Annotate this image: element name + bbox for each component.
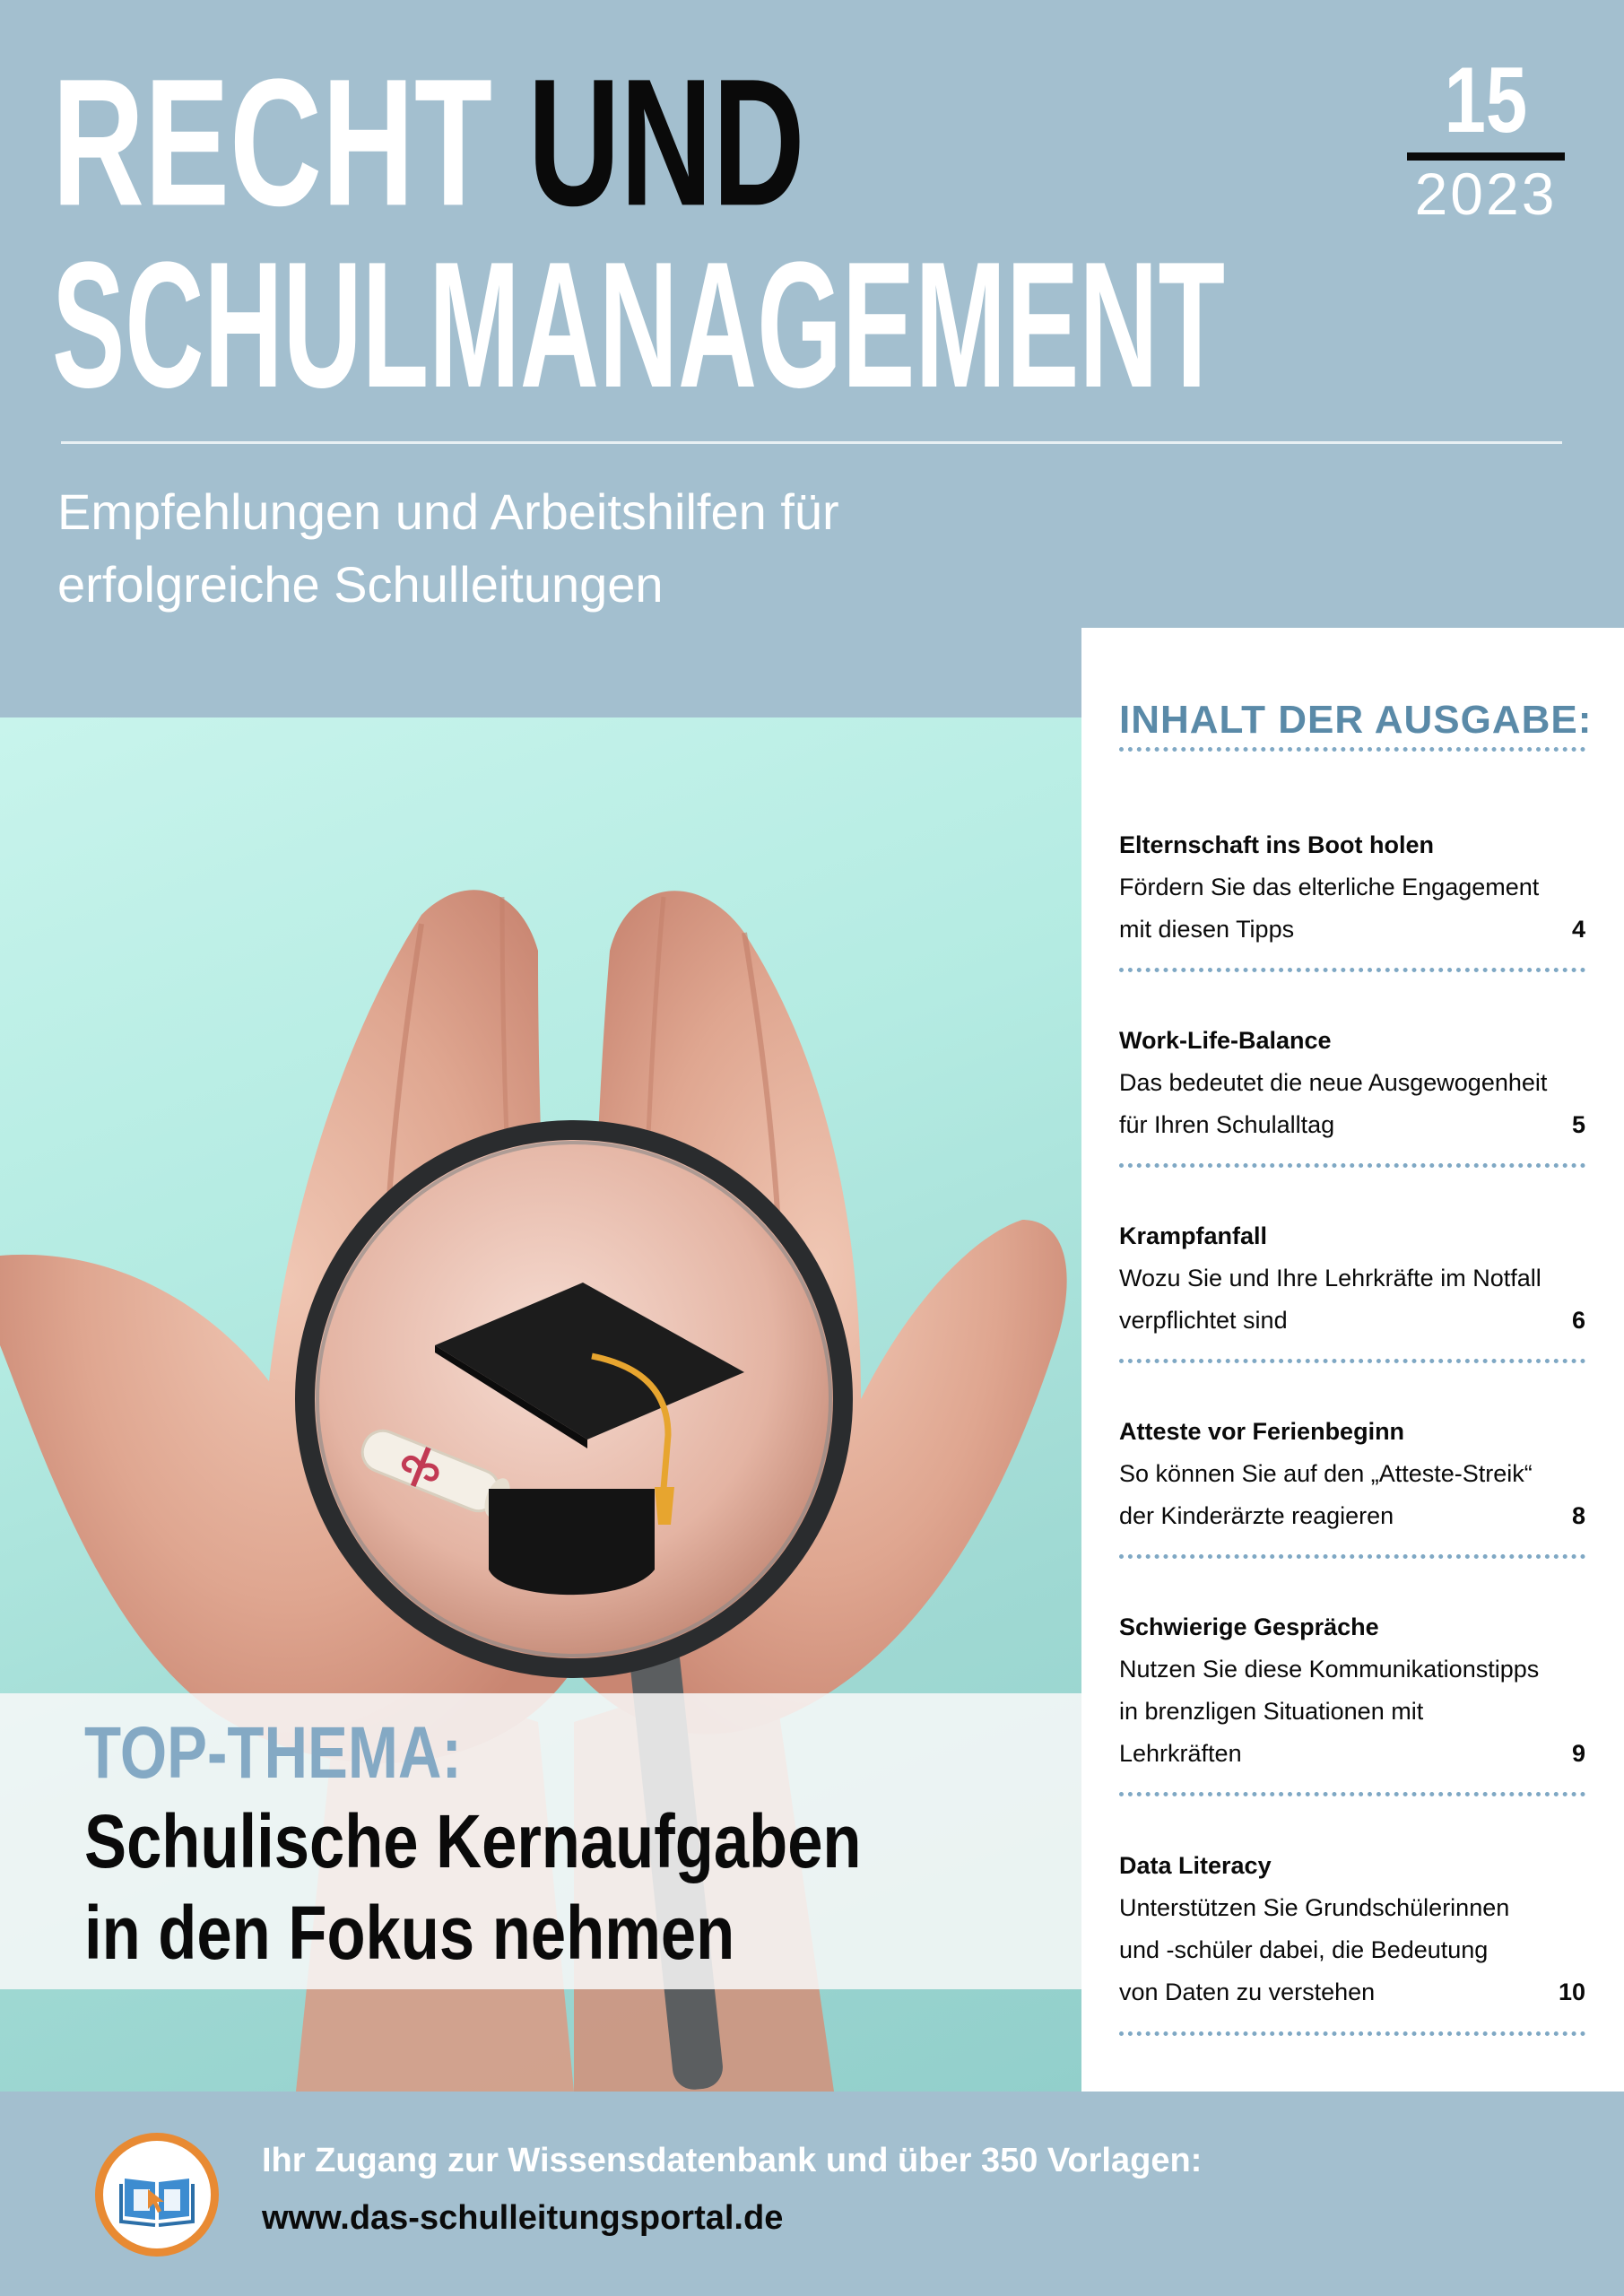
dotted-divider (1119, 1163, 1585, 1168)
top-thema-label: TOP-THEMA: (84, 1712, 462, 1794)
dotted-divider (1119, 968, 1585, 972)
contents-item-desc: von Daten zu verstehen (1119, 1979, 1376, 2005)
contents-item-title: Elternschaft ins Boot holen (1119, 831, 1435, 858)
portal-logo[interactable] (95, 2133, 219, 2257)
contents-item-desc: und -schüler dabei, die Bedeutung (1119, 1936, 1489, 1963)
contents-item-desc: Das bedeutet die neue Ausgewogenheit (1119, 1069, 1548, 1096)
top-thema-banner (0, 1693, 1081, 1989)
contents-panel (1081, 628, 1624, 2092)
contents-item-desc: mit diesen Tipps (1119, 916, 1295, 943)
contents-item[interactable] (1119, 1410, 1585, 1537)
contents-item[interactable] (1119, 1844, 1585, 2013)
top-thema-headline-line2: in den Fokus nehmen (84, 1891, 735, 1975)
magazine-title-line2: SCHULMANAGEMENT (52, 225, 1226, 425)
page-number: 4 (1571, 916, 1585, 943)
contents-item-desc: Fördern Sie das elterliche Engagement (1119, 874, 1540, 900)
portal-url-link[interactable]: www.das-schulleitungsportal.de (262, 2199, 784, 2237)
footer (0, 2092, 1624, 2296)
title-word-recht: RECHT (52, 40, 493, 244)
open-book-icon (103, 2141, 211, 2248)
masthead-divider (61, 441, 1562, 444)
footer-text: Ihr Zugang zur Wissensdatenbank und über 350 Vorlagen: (262, 2142, 1203, 2179)
issue-year: 2023 (1414, 161, 1558, 227)
contents-item-title: Atteste vor Ferienbeginn (1119, 1418, 1405, 1445)
page-number: 6 (1571, 1307, 1585, 1334)
page-number: 5 (1571, 1111, 1585, 1138)
contents-item-title: Work-Life-Balance (1119, 1027, 1332, 1054)
issue-number: 15 (1444, 48, 1528, 152)
subtitle-line2: erfolgreiche Schulleitungen (57, 556, 664, 613)
contents-item-desc: in brenzligen Situationen mit (1119, 1698, 1424, 1725)
dotted-divider (1119, 747, 1585, 752)
contents-item-desc: Unterstützen Sie Grundschülerinnen (1119, 1894, 1510, 1921)
dotted-divider (1119, 1359, 1585, 1363)
cover-photo (0, 718, 1081, 2092)
subtitle (57, 475, 1044, 621)
contents-item-title: Krampfanfall (1119, 1222, 1268, 1249)
contents-item[interactable] (1119, 1214, 1585, 1342)
dotted-divider (1119, 2031, 1585, 2036)
contents-item-desc: verpflichtet sind (1119, 1307, 1288, 1334)
contents-item[interactable] (1119, 1019, 1585, 1146)
dotted-divider (1119, 1554, 1585, 1559)
contents-item-desc: So können Sie auf den „Atteste-Streik“ (1119, 1460, 1533, 1487)
top-thema-headline-line1: Schulische Kernaufgaben (84, 1799, 862, 1883)
page-number: 8 (1571, 1502, 1585, 1529)
contents-item-desc: der Kinderärzte reagieren (1119, 1502, 1394, 1529)
contents-item-desc: für Ihren Schulalltag (1119, 1111, 1335, 1138)
subtitle-line1: Empfehlungen und Arbeitshilfen für (57, 483, 839, 540)
contents-item[interactable] (1119, 1605, 1585, 1775)
contents-item-desc: Wozu Sie und Ihre Lehrkräfte im Notfall (1119, 1265, 1541, 1292)
contents-item-desc: Lehrkräften (1119, 1740, 1242, 1767)
issue-divider (1407, 152, 1565, 161)
contents-heading: INHALT DER AUSGABE: (1119, 698, 1593, 742)
masthead (0, 0, 1624, 718)
contents-item-desc: Nutzen Sie diese Kommunikationstipps (1119, 1656, 1540, 1683)
issue-badge (1406, 48, 1566, 227)
page-number: 10 (1558, 1979, 1585, 2005)
contents-item[interactable] (1119, 823, 1585, 951)
title-word-und: UND (527, 40, 805, 244)
magazine-title-line1 (52, 40, 805, 244)
contents-item-title: Schwierige Gespräche (1119, 1613, 1379, 1640)
top-thema-headline (84, 1796, 862, 1979)
page-number: 9 (1571, 1740, 1585, 1767)
contents-item-title: Data Literacy (1119, 1852, 1272, 1879)
dotted-divider (1119, 1792, 1585, 1796)
